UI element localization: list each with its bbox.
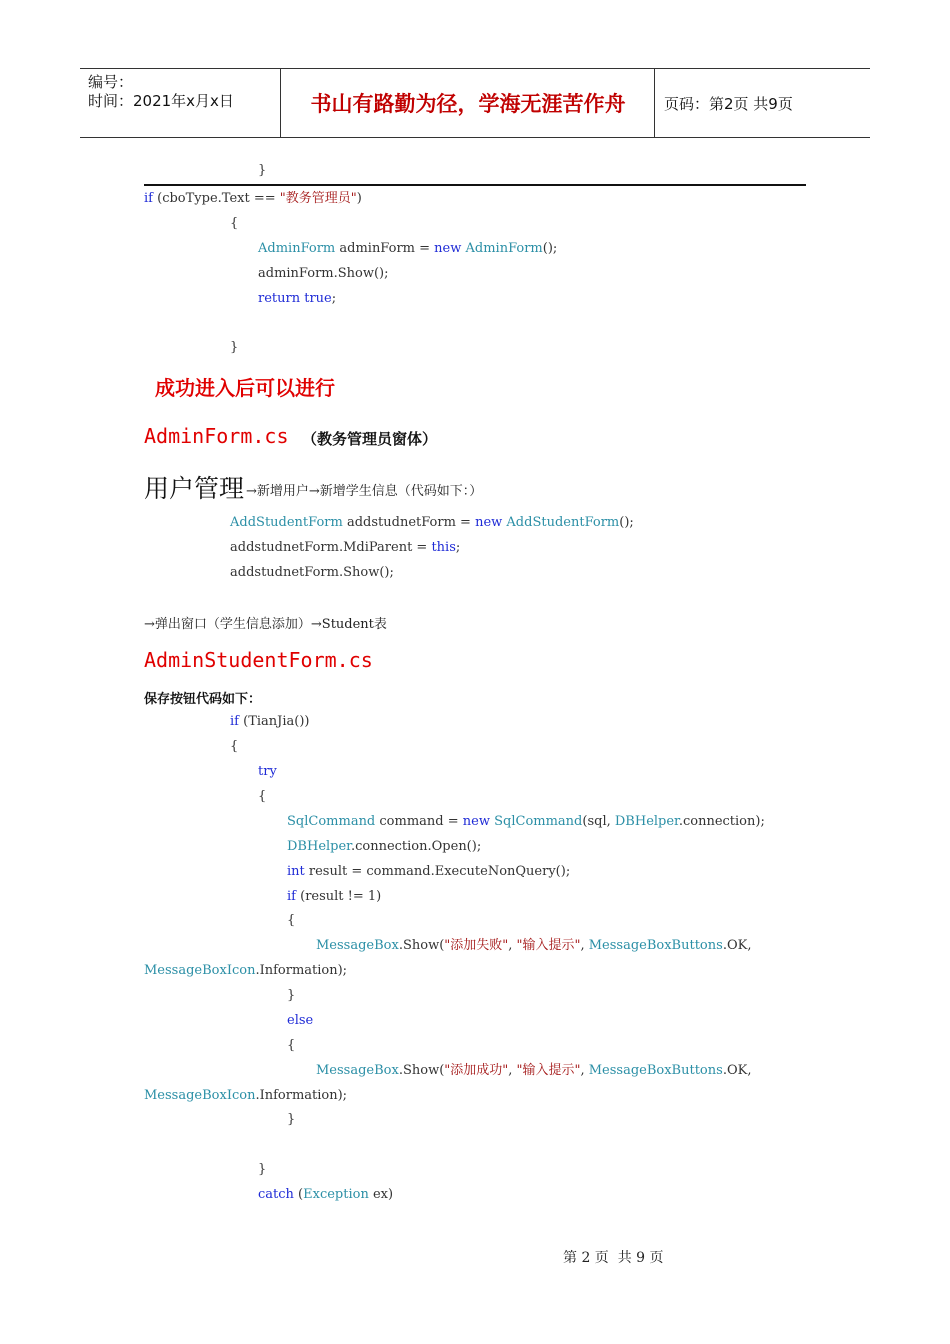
code-line: catch (Exception ex) [258,1187,394,1202]
header-divider [280,69,281,137]
save-label: 保存按钮代码如下： [144,692,262,707]
code-line: else [287,1013,314,1028]
code-line: try [258,764,277,779]
code-line: addstudnetForm.Show(); [230,565,394,580]
code-line: { [287,913,296,928]
code-line: { [230,216,239,231]
code-line: return true; [258,291,337,306]
code-line: SqlCommand command = new SqlCommand(sql, DBHelper.connection); [287,814,765,829]
code-line: MessageBoxIcon.Information); [144,963,348,978]
divider-rule [144,184,806,186]
code-line: if (result != 1) [287,889,382,904]
file-name: AdminStudentForm.cs [144,648,373,672]
section-heading-tail: →新增用户→新增学生信息（代码如下：） [246,484,483,499]
code-line: if (cboType.Text == "教务管理员") [144,191,362,206]
code-line: AddStudentForm addstudnetForm = new AddStudentForm(); [230,515,634,530]
code-line: MessageBox.Show("添加失败", "输入提示", MessageBoxButtons.OK, [316,938,752,953]
code-line: { [230,739,239,754]
code-line: DBHelper.connection.Open(); [287,839,482,854]
code-line: } [287,988,296,1003]
code-line: MessageBoxIcon.Information); [144,1088,348,1103]
code-line: } [230,340,239,355]
code-line: int result = command.ExecuteNonQuery(); [287,864,571,879]
popup-note: →弹出窗口（学生信息添加）→Student表 [144,617,387,632]
header-motto: 书山有路勤为径，学海无涯苦作舟 [310,92,626,116]
code-line: } [258,163,267,178]
page-header [80,68,870,138]
file-name: AdminForm.cs [144,424,289,448]
code-line: { [287,1038,296,1053]
code-line: } [258,1162,267,1177]
code-line: adminForm.Show(); [258,266,389,281]
page-footer: 第 2 页 共 9 页 [563,1250,664,1266]
header-meta [88,73,278,111]
code-line: AdminForm adminForm = new AdminForm(); [258,241,558,256]
section-heading: 用户管理 [144,474,245,503]
header-page-label: 页码：第2页 共9页 [664,94,793,113]
code-line: MessageBox.Show("添加成功", "输入提示", MessageBoxButtons.OK, [316,1063,752,1078]
code-line: } [287,1112,296,1127]
number-label: 编号： [88,73,134,91]
file-description: （教务管理员窗体） [302,430,438,448]
code-line: if (TianJia()) [230,714,310,729]
code-line: { [258,789,267,804]
success-heading: 成功进入后可以进行 [155,376,335,400]
code-line: addstudnetForm.MdiParent = this; [230,540,461,555]
header-divider [654,69,655,137]
time-label: 时间：2021年x月x日 [88,92,234,110]
